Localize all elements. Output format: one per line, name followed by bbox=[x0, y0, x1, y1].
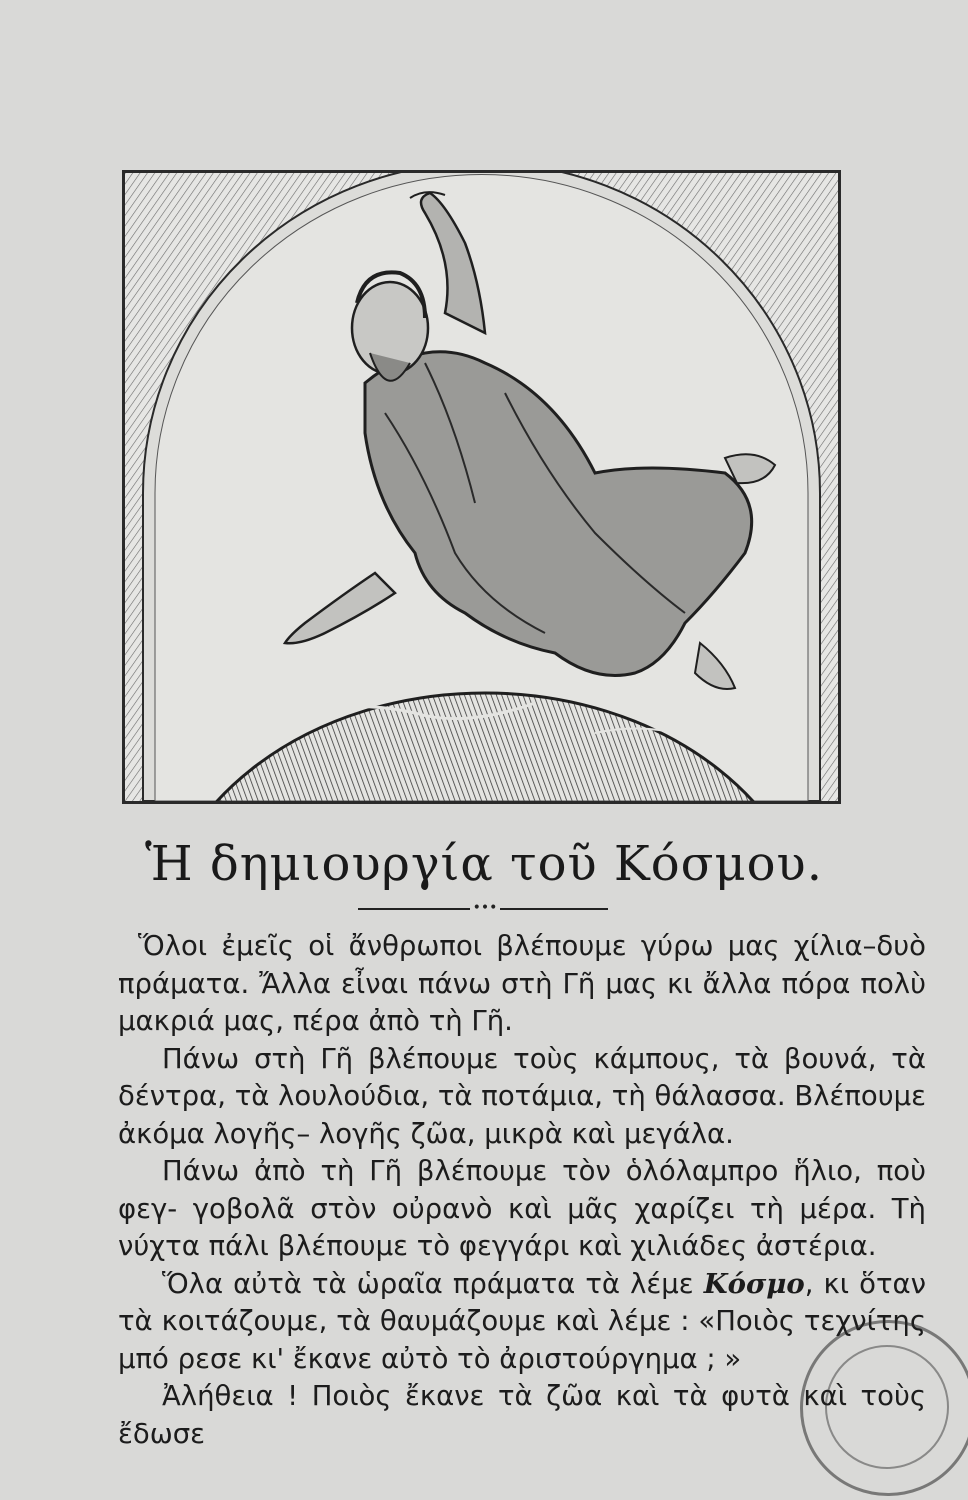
text-line: γοβολᾶ στὸν οὐρανὸ καὶ μᾶς χαρίζει τὴ μέρα. Τὴ νύχτα πάλι bbox=[118, 1192, 926, 1262]
text-line: πράματα. Ἄλλα εἶναι πάνω στὴ Γῆ μας κι ἄλλα πόρα πολὺ bbox=[118, 967, 926, 1000]
text-line: Πάνω στὴ Γῆ βλέπουμε τοὺς κάμπους, τὰ βουνά, τὰ δέντρα, bbox=[118, 1042, 926, 1112]
paragraph-4 bbox=[118, 1266, 926, 1379]
paragraph-1 bbox=[118, 928, 926, 1041]
creation-of-world-engraving-icon bbox=[125, 173, 838, 801]
text-line: τὰ λουλούδια, τὰ ποτάμια, τὴ θάλασσα. Βλέπουμε ἀκόμα λογῆς– bbox=[118, 1080, 926, 1150]
page-title: Ἡ δημιουργία τοῦ Κόσμου. bbox=[145, 836, 823, 892]
text-line: Ὅλα αὐτὰ τὰ ὡραῖα πράματα τὰ λέμε bbox=[162, 1267, 704, 1300]
paragraph-2 bbox=[118, 1041, 926, 1154]
text-line: μακριά μας, πέρα ἀπὸ τὴ Γῆ. bbox=[118, 1005, 513, 1037]
paragraph-3 bbox=[118, 1153, 926, 1266]
text-line: τὰ κοιτάζουμε, τὰ θαυμάζουμε καὶ λέμε : «Ποιὸς τεχνίτης μπό bbox=[118, 1305, 926, 1375]
creation-illustration bbox=[122, 170, 841, 804]
text-line: Ἀλήθεια ! Ποιὸς ἔκανε τὰ ζῶα καὶ τὰ φυτὰ καὶ τοὺς ἔδωσε bbox=[118, 1380, 926, 1450]
body-text bbox=[118, 928, 926, 1453]
text-line: Πάνω ἀπὸ τὴ Γῆ βλέπουμε τὸν ὁλόλαμπρο ἥλιο, ποὺ φεγ- bbox=[118, 1155, 926, 1225]
text-line: , κι ὅταν bbox=[804, 1267, 926, 1300]
text-line: βλέπουμε τὸ φεγγάρι καὶ χιλιάδες ἀστέρια. bbox=[277, 1230, 877, 1262]
divider-ornament-icon: ••• bbox=[470, 900, 500, 916]
text-line: λογῆς ζῶα, μικρὰ καὶ μεγάλα. bbox=[318, 1117, 734, 1150]
text-line: Ὅλοι ἐμεῖς οἱ ἄνθρωποι βλέπουμε γύρω μας χίλια–δυὸ bbox=[138, 930, 926, 962]
library-stamp-icon bbox=[800, 1320, 968, 1496]
stamp-inner-ring bbox=[825, 1345, 949, 1469]
text-line: ρεσε κι' ἔκανε αὐτὸ τὸ ἀριστούργημα ; » bbox=[177, 1342, 742, 1375]
emphasized-word: Κόσμο bbox=[703, 1267, 805, 1300]
